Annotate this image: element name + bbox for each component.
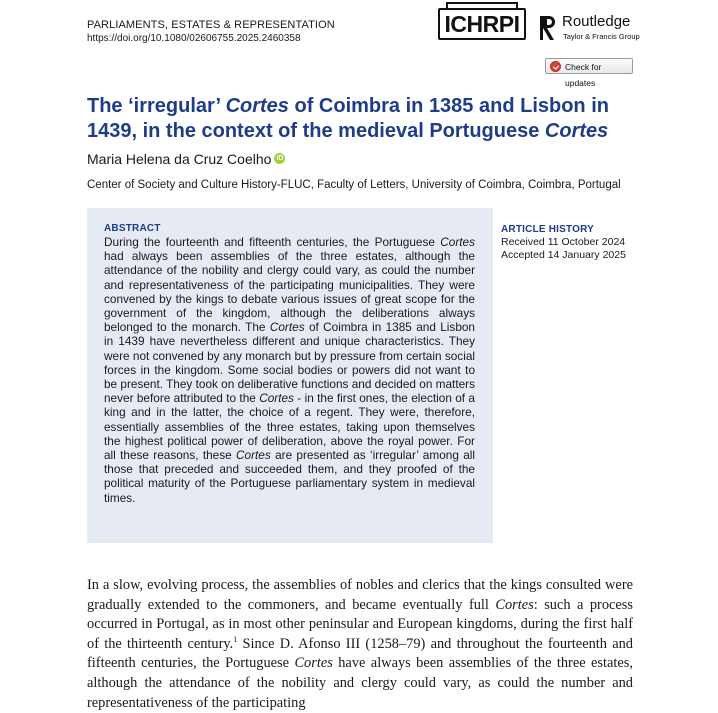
accepted-date: Accepted 14 January 2025 [501,249,626,261]
abstract-text: During the fourteenth and fifteenth centuries, the Portuguese Cortes had always been assemblies of the three estates, although the attendance of the nobility and clergy could vary, as could the number and representativeness of the participating municipalities. They were convened by the kings to debate various issues of great scope for the government of the kingdom, although the deliberations always belonged to the monarch. The Cortes of Coimbra in 1385 and Lisbon in 1439 have nevertheless different and unique characteristics. They were not convened by any monarch but by pressure from certain social forces in the kingdom. Some social bodies or powers did not want to be present. They took on deliberative functions and decided on matters never before attributed to the Cortes - in the first ones, the election of a king and in the latter, the choice of a regent. They were, therefore, essentially assemblies of the three estates, taking upon themselves the highest political power of deliberation, above the royal power. For all these reasons, these Cortes are presented as ‘irregular’ among all those that preceded and succeeded them, and they proofed of the political maturity of the Portuguese parliamentary system in medieval times. [104,235,475,505]
publisher-name: Routledge [562,13,631,30]
author-line [87,150,285,168]
history-heading: ARTICLE HISTORY [501,224,595,235]
affiliation: Center of Society and Culture History-FLUC, Faculty of Letters, University of Coimbra, Coimbra, Portugal [87,179,621,191]
check-updates-icon [550,61,561,72]
title-part: The ‘irregular’ [87,95,226,117]
author-name[interactable]: Maria Helena da Cruz Coelho [87,151,272,167]
article-history [501,223,626,262]
journal-header [87,18,335,46]
body-paragraph: In a slow, evolving process, the assemblies of nobles and clerics that the kings consulted were gradually extended to the commoners, and became eventually full Cortes: such a process occurred in Portugal, as in most other peninsular and European kingdoms, during the first half of the thirteenth century.$^1$ Since D. Afonso III (1258–79) and throughout the fourteenth and fifteenth centuries, the Portuguese Cortes have always been assemblies of the three estates, although the attendance of the nobility and clergy could vary, as could the number and representativeness of the participating [87,577,633,711]
article-title [87,94,647,144]
journal-name: PARLIAMENTS, ESTATES & REPRESENTATION [87,19,335,31]
check-updates-label: Check for updates [565,62,602,88]
routledge-r-icon [538,13,558,43]
abstract-box [87,208,493,543]
routledge-logo [536,12,646,44]
title-part-italic: Cortes [225,95,289,117]
title-part-italic: Cortes [544,120,609,142]
received-date: Received 11 October 2024 [501,236,626,248]
title-part: of Coimbra in 1385 and Lisbon in 1439, in the context of the medieval Portuguese [87,95,609,142]
doi-link[interactable]: https://doi.org/10.1080/02606755.2025.2460358 [87,33,301,44]
orcid-icon[interactable]: iD [276,155,284,162]
publisher-subtitle: Taylor & Francis Group [563,32,640,41]
check-for-updates-button[interactable] [545,58,633,88]
ichrpi-logo: ICHRPI [438,8,526,40]
footnote-ref[interactable]: 1 [233,634,238,644]
abstract-heading: ABSTRACT [104,223,161,234]
